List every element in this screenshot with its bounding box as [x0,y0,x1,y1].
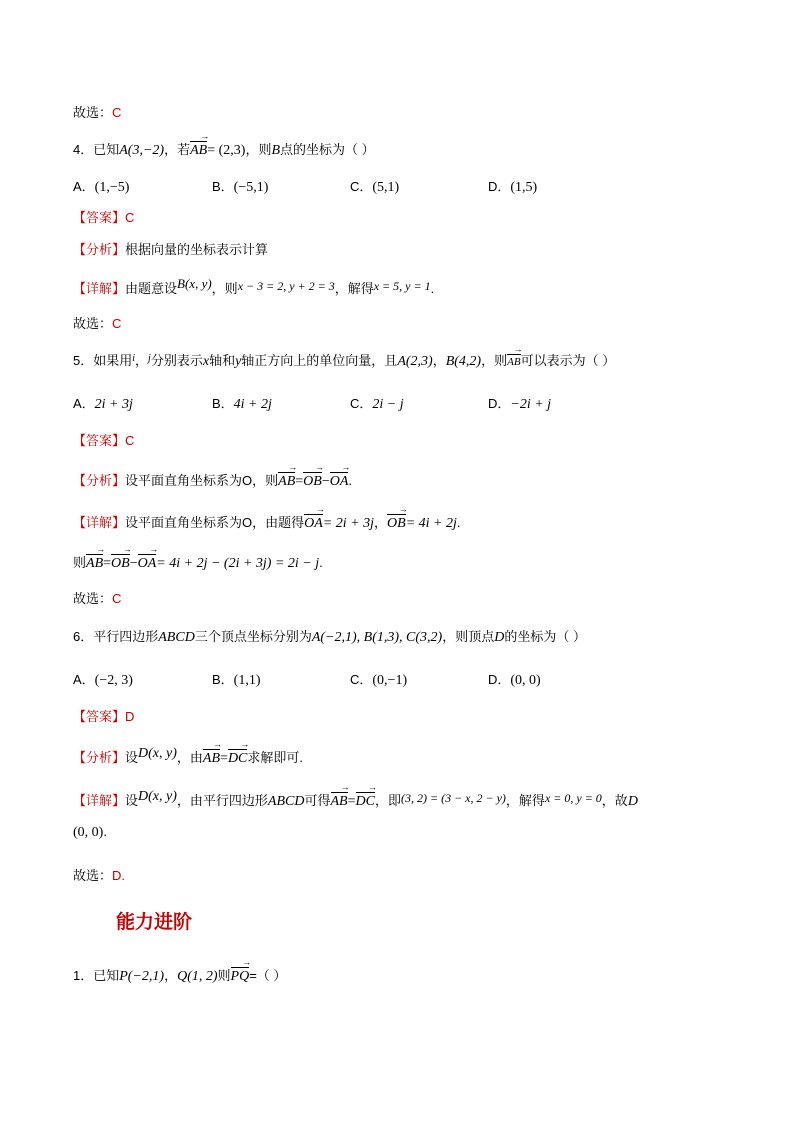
unit-vector-i: i [132,353,136,364]
final-label: 故选： [73,868,113,883]
detail-text: ， [374,515,388,530]
option-value: (0, 0) [510,673,541,688]
math-point-b: B(4,2) [445,354,482,369]
math-point-p: P(−2,1) [119,969,165,984]
final-line [73,313,121,332]
analysis-text: . [348,473,353,488]
vector-dc: DC → [228,748,247,767]
final-value: C [112,591,122,606]
stem-text: 三个顶点坐标分别为 [194,629,312,644]
detail-text: . [103,824,107,839]
analysis-text: 设 [125,750,139,765]
detail-label: 【详解】 [73,793,126,808]
question-number: 6． [73,629,94,644]
vector-ob: OB → [303,471,322,490]
math-expr: D(x, y) [138,746,177,761]
detail-line [73,789,638,810]
stem-text: ， [164,968,178,983]
vector-ob: OB → [111,553,130,572]
answer-value: C [125,433,135,448]
option-value: (−2, 3) [94,673,133,688]
option-c [350,393,404,413]
stem-text: 轴和 [209,353,236,368]
analysis-line [73,239,268,258]
option-b [212,176,268,196]
section-title: 能力进阶 [116,911,193,933]
option-value: (1,−5) [94,180,130,195]
math-x: x [202,354,210,369]
vector-ob: OB → [387,513,406,532]
stem-text: 分别表示 [150,353,203,368]
answer-line [73,430,134,449]
answer-line [73,706,134,725]
option-a [73,393,133,413]
stem-text: ，若 [164,142,191,157]
option-b [212,393,272,413]
stem-text: 轴正方向上的单位向量，且 [241,353,398,368]
analysis-label: 【分析】 [73,750,126,765]
answer-label: 【答案】 [73,433,126,448]
stem-text: ，则 [245,142,272,157]
option-value: (0,−1) [372,673,408,688]
math-abcd: ABCD [267,794,305,809]
stem-text: 的坐标为（ ） [504,629,586,644]
detail-text: ，解得 [334,281,374,296]
analysis-label: 【分析】 [73,473,126,488]
math-expr: x = 5, y = 1 [373,279,431,293]
math-expr: x − 3 = 2, y + 2 = 3 [237,279,335,293]
math-points: A(−2,1), B(1,3), C(3,2) [311,630,443,645]
analysis-text: ，由 [176,750,203,765]
detail-text: . [319,555,323,570]
math-expr: x = 0, y = 0 [544,791,602,805]
option-value: (−5,1) [233,180,269,195]
question-number: 5． [73,353,94,368]
option-value: (5,1) [372,180,400,195]
option-a [73,669,133,689]
analysis-text: 根据向量的坐标表示计算 [125,242,269,257]
detail-text: ，由平行四边形 [176,793,268,808]
detail-label: 【详解】 [73,281,126,296]
math-op: − [321,474,330,489]
vector-pq: PQ → [231,966,250,985]
math-point-a: A(2,3) [397,354,433,369]
option-letter: B． [212,672,234,687]
detail-text: 由题意设 [125,281,178,296]
option-c [350,176,399,196]
question-4-stem [73,139,375,159]
math-expr: (3, 2) = (3 − x, 2 − y) [400,791,506,805]
answer-value: D [125,709,135,724]
stem-text: =（ ） [249,968,287,983]
detail-text: 可得 [304,793,331,808]
analysis-text: 求解即可. [247,750,304,765]
math-op: − [129,556,138,571]
stem-text: 平行四边形 [93,629,159,644]
stem-text: ， [135,353,149,368]
math-y: y [235,354,242,369]
detail-text: ，则 [211,281,238,296]
option-d [488,669,541,689]
option-letter: B． [212,179,234,194]
math-expr: (0, 0) [73,825,104,840]
detail-text: ，即 [374,793,401,808]
stem-text: ，则顶点 [442,629,495,644]
option-value: 4i + 2j [233,397,272,412]
stem-text: ， [432,353,446,368]
final-value: C [112,105,122,120]
option-value: 2i − j [372,397,404,412]
analysis-label: 【分析】 [73,242,126,257]
vector-ab: AB → [86,553,103,572]
math-op: = [220,751,228,766]
option-b [212,669,261,689]
detail-text: 则 [73,555,87,570]
math-op: = [347,794,356,809]
option-a [73,176,129,196]
option-letter: B． [212,396,234,411]
math-expr: = 2i + 3j [322,516,374,531]
vector-ab: AB → [190,140,207,159]
detail-line [73,512,461,532]
math-op: = [103,556,112,571]
final-label: 故选： [73,591,113,606]
math-expr: B(x, y) [177,276,212,291]
stem-text: 则 [217,968,231,983]
answer-line-prev [73,102,121,121]
option-letter: C． [350,672,373,687]
math-op: = [295,474,304,489]
answer-label: 【答案】 [73,210,126,225]
math-expr: = 4i + 2j [405,516,457,531]
option-value: (1,5) [510,180,538,195]
detail-text: 设平面直角坐标系为O，由题得 [125,515,305,530]
math-vector-value: = (2,3) [207,143,246,158]
question-1-stem [73,965,286,985]
math-point-q: Q(1, 2) [177,969,218,984]
detail-text: 设 [125,793,139,808]
option-letter: C． [350,179,373,194]
vector-ab: AB → [507,353,520,368]
stem-text: 已知 [93,142,120,157]
question-number: 1． [73,968,94,983]
option-letter: A． [73,672,95,687]
detail-text: . [430,281,435,296]
question-number: 4． [73,142,94,157]
math-abcd: ABCD [158,630,195,645]
vector-dc: DC → [356,791,375,810]
math-expr: D(x, y) [138,789,177,804]
final-line [73,588,121,607]
detail-text: . [456,515,461,530]
option-letter: D． [488,396,511,411]
stem-text: 已知 [93,968,120,983]
stem-text: ，则 [481,353,508,368]
final-line [73,865,125,884]
stem-text: 如果用 [93,353,133,368]
stem-text: 可以表示为（ ） [520,353,616,368]
option-value: (1,1) [233,673,261,688]
final-label: 故选： [73,105,113,120]
math-point-b: B [271,143,281,158]
option-letter: A． [73,396,95,411]
option-c [350,669,407,689]
option-d [488,176,537,196]
option-value: −2i + j [510,397,552,412]
vector-oa: OA → [304,513,323,532]
vector-ab: AB → [278,471,295,490]
answer-value: C [125,210,135,225]
math-d: D [494,630,505,645]
detail-line-2 [73,824,107,841]
stem-text: 点的坐标为（ ） [280,142,375,157]
option-letter: A． [73,179,95,194]
final-value: D. [112,868,126,883]
vector-ab: AB → [203,748,220,767]
math-point-a: A(3,−2) [119,143,165,158]
detail-line-2 [73,552,323,572]
option-letter: D． [488,179,511,194]
analysis-line [73,746,303,767]
detail-text: ，解得 [505,793,545,808]
analysis-text: 设平面直角坐标系为O，则 [125,473,279,488]
option-d [488,393,551,413]
detail-text: ，故 [601,793,628,808]
option-value: 2i + 3j [94,397,133,412]
final-value: C [112,316,122,331]
math-d: D [627,794,638,809]
question-5-stem [73,350,615,370]
vector-ab: AB → [331,791,348,810]
analysis-line [73,470,352,490]
option-letter: C． [350,396,373,411]
vector-oa: OA → [330,471,349,490]
detail-line [73,276,434,297]
question-6-stem [73,626,586,646]
detail-label: 【详解】 [73,515,126,530]
unit-vector-j: j [148,353,151,364]
option-letter: D． [488,672,511,687]
answer-label: 【答案】 [73,709,126,724]
final-label: 故选： [73,316,113,331]
vector-oa: OA → [138,553,157,572]
math-expr: = 4i + 2j − (2i + 3j) = 2i − j [156,556,320,571]
answer-line [73,207,134,226]
